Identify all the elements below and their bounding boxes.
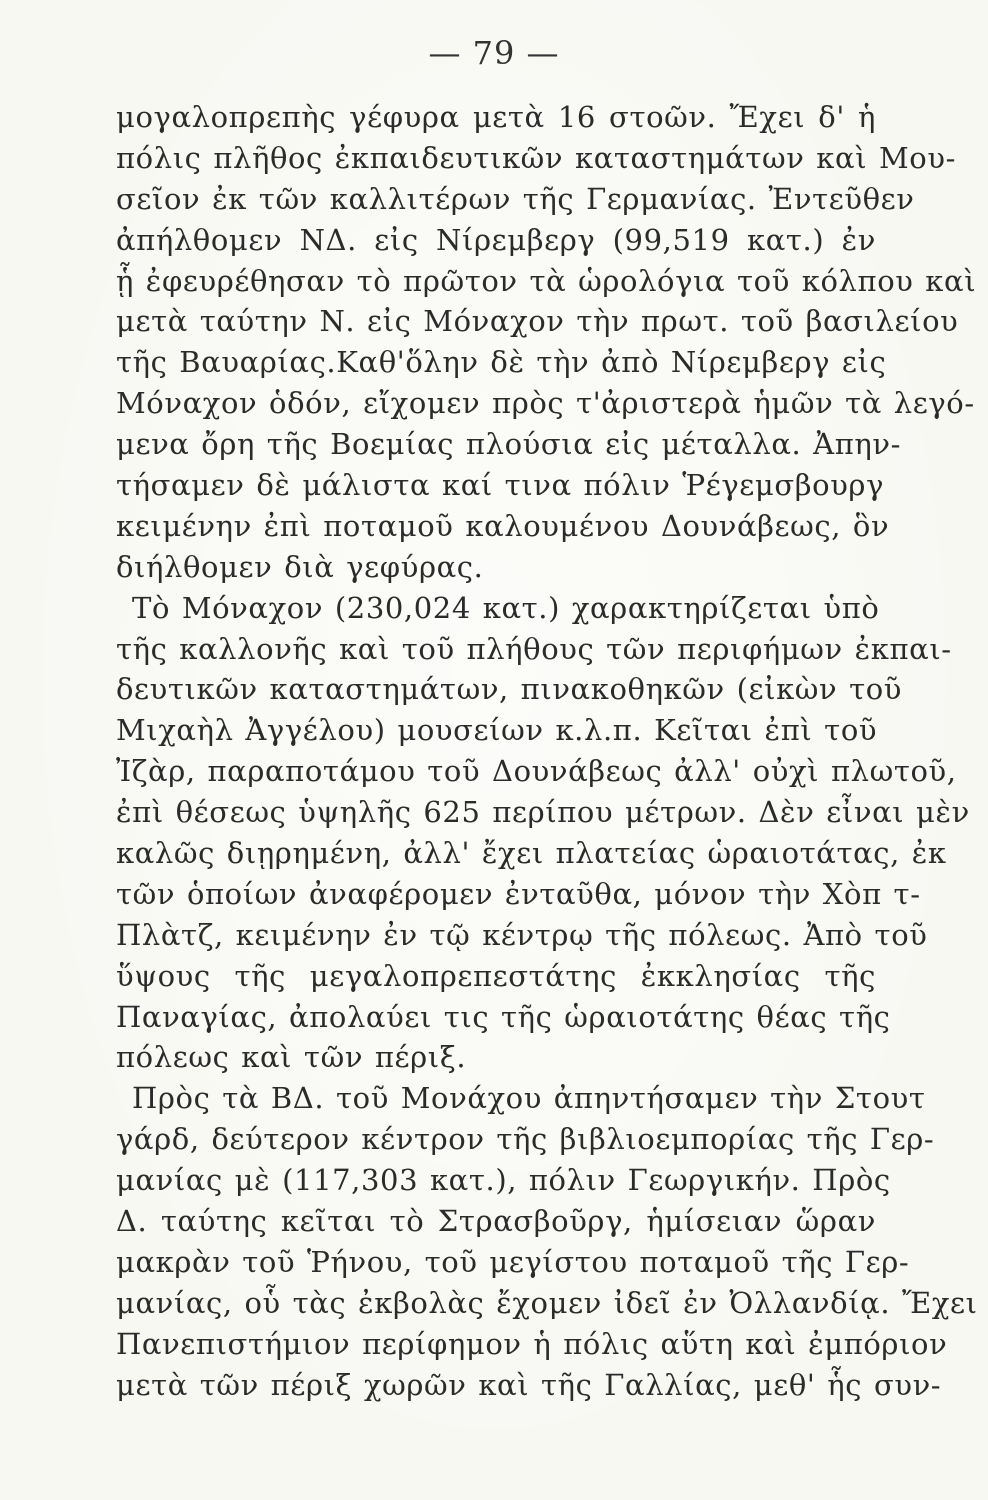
text-line: Δ. ταύτης κεῖται τὸ Στρασβοῦργ, ἡμίσειαν ὥραν: [116, 1204, 876, 1239]
text-line: ἐπὶ θέσεως ὑψηλῆς 625 περίπου μέτρων. Δὲν εἶναι μὲν: [116, 795, 970, 830]
text-line: τῶν ὁποίων ἀναφέρομεν ἐνταῦθα, μόνον τὴν Χὸπ τ-: [116, 876, 921, 911]
paragraph-start-line: Τὸ Μόναχον (230,024 κατ.) χαρακτηρίζεται ὑπὸ: [132, 590, 880, 625]
text-line: μανίας μὲ (117,303 κατ.), πόλιν Γεωργικήν. Πρὸς: [116, 1163, 891, 1198]
text-line: δευτικῶν καταστημάτων, πινακοθηκῶν (εἰκὼν τοῦ: [116, 672, 903, 707]
text-line: Παναγίας, ἀπολαύει τις τῆς ὡραιοτάτης θέας τῆς: [116, 999, 891, 1034]
text-line: καλῶς διῃρημένη, ἀλλ' ἔχει πλατείας ὡραιοτάτας, ἐκ: [116, 836, 947, 871]
text-line: σεῖον ἐκ τῶν καλλιτέρων τῆς Γερμανίας. Ἐντεῦθεν: [116, 181, 915, 216]
text-line: πόλις πλῆθος ἐκπαιδευτικῶν καταστημάτων καὶ Μου-: [116, 140, 956, 175]
text-line: Ἰζὰρ, παραποτάμου τοῦ Δουνάβεως ἀλλ' οὐχὶ πλωτοῦ,: [116, 754, 957, 789]
text-line: ὕψους τῆς μεγαλοπρεπεστάτης ἐκκλησίας τῆς: [116, 958, 876, 993]
text-line: τήσαμεν δὲ μάλιστα καί τινα πόλιν Ῥέγεμσβουργ: [116, 468, 885, 503]
text-line: ἀπήλθομεν ΝΔ. εἰς Νίρεμβεργ (99,519 κατ.) ἐν: [116, 222, 876, 257]
text-line: Πανεπιστήμιον περίφημον ἡ πόλις αὕτη καὶ ἐμπόριον: [116, 1326, 948, 1361]
text-line: ᾗ ἐφευρέθησαν τὸ πρῶτον τὰ ὡρολόγια τοῦ κόλπου καὶ: [116, 263, 977, 298]
text-line: μετὰ ταύτην Ν. εἰς Μόναχον τὴν πρωτ. τοῦ βασιλείου: [116, 304, 959, 339]
text-line: κειμένην ἐπὶ ποταμοῦ καλουμένου Δουνάβεως, ὃν: [116, 508, 890, 543]
text-line: γάρδ, δεύτερον κέντρον τῆς βιβλιοεμπορίας τῆς Γερ-: [116, 1122, 935, 1157]
text-line: τῆς Βαυαρίας.Καθ'ὅλην δὲ τὴν ἀπὸ Νίρεμβεργ εἰς: [116, 345, 887, 380]
text-line: μανίας, οὗ τὰς ἐκβολὰς ἔχομεν ἰδεῖ ἐν Ὀλλανδίᾳ. Ἔχει: [116, 1285, 978, 1320]
text-line: διήλθομεν διὰ γεφύρας.: [116, 549, 484, 584]
text-line: μετὰ τῶν πέριξ χωρῶν καὶ τῆς Γαλλίας, μεθ' ἧς συν-: [116, 1367, 942, 1402]
text-line: μογαλοπρεπὴς γέφυρα μετὰ 16 στοῶν. Ἔχει δ' ἡ: [116, 100, 876, 134]
paragraph-start-line: Πρὸς τὰ ΒΔ. τοῦ Μονάχου ἀπηντήσαμεν τὴν Στουτ: [132, 1081, 926, 1116]
body-text: [116, 97, 978, 1406]
text-line: Μιχαὴλ Ἀγγέλου) μουσείων κ.λ.π. Κεῖται ἐπὶ τοῦ: [116, 713, 878, 748]
text-line: Πλὰτζ, κειμένην ἐν τῷ κέντρῳ τῆς πόλεως. Ἀπὸ τοῦ: [116, 917, 928, 952]
text-line: μενα ὄρη τῆς Βοεμίας πλούσια εἰς μέταλλα. Ἀπην-: [116, 427, 901, 462]
text-line: Μόναχον ὁδόν, εἴχομεν πρὸς τ'ἀριστερὰ ἡμῶν τὰ λεγό-: [116, 386, 975, 421]
text-line: πόλεως καὶ τῶν πέριξ.: [116, 1040, 467, 1075]
text-line: τῆς καλλονῆς καὶ τοῦ πλήθους τῶν περιφήμων ἐκπαι-: [116, 631, 952, 666]
page-number: — 79 —: [428, 34, 560, 72]
text-line: μακρὰν τοῦ Ῥήνου, τοῦ μεγίστου ποταμοῦ τῆς Γερ-: [116, 1244, 910, 1279]
